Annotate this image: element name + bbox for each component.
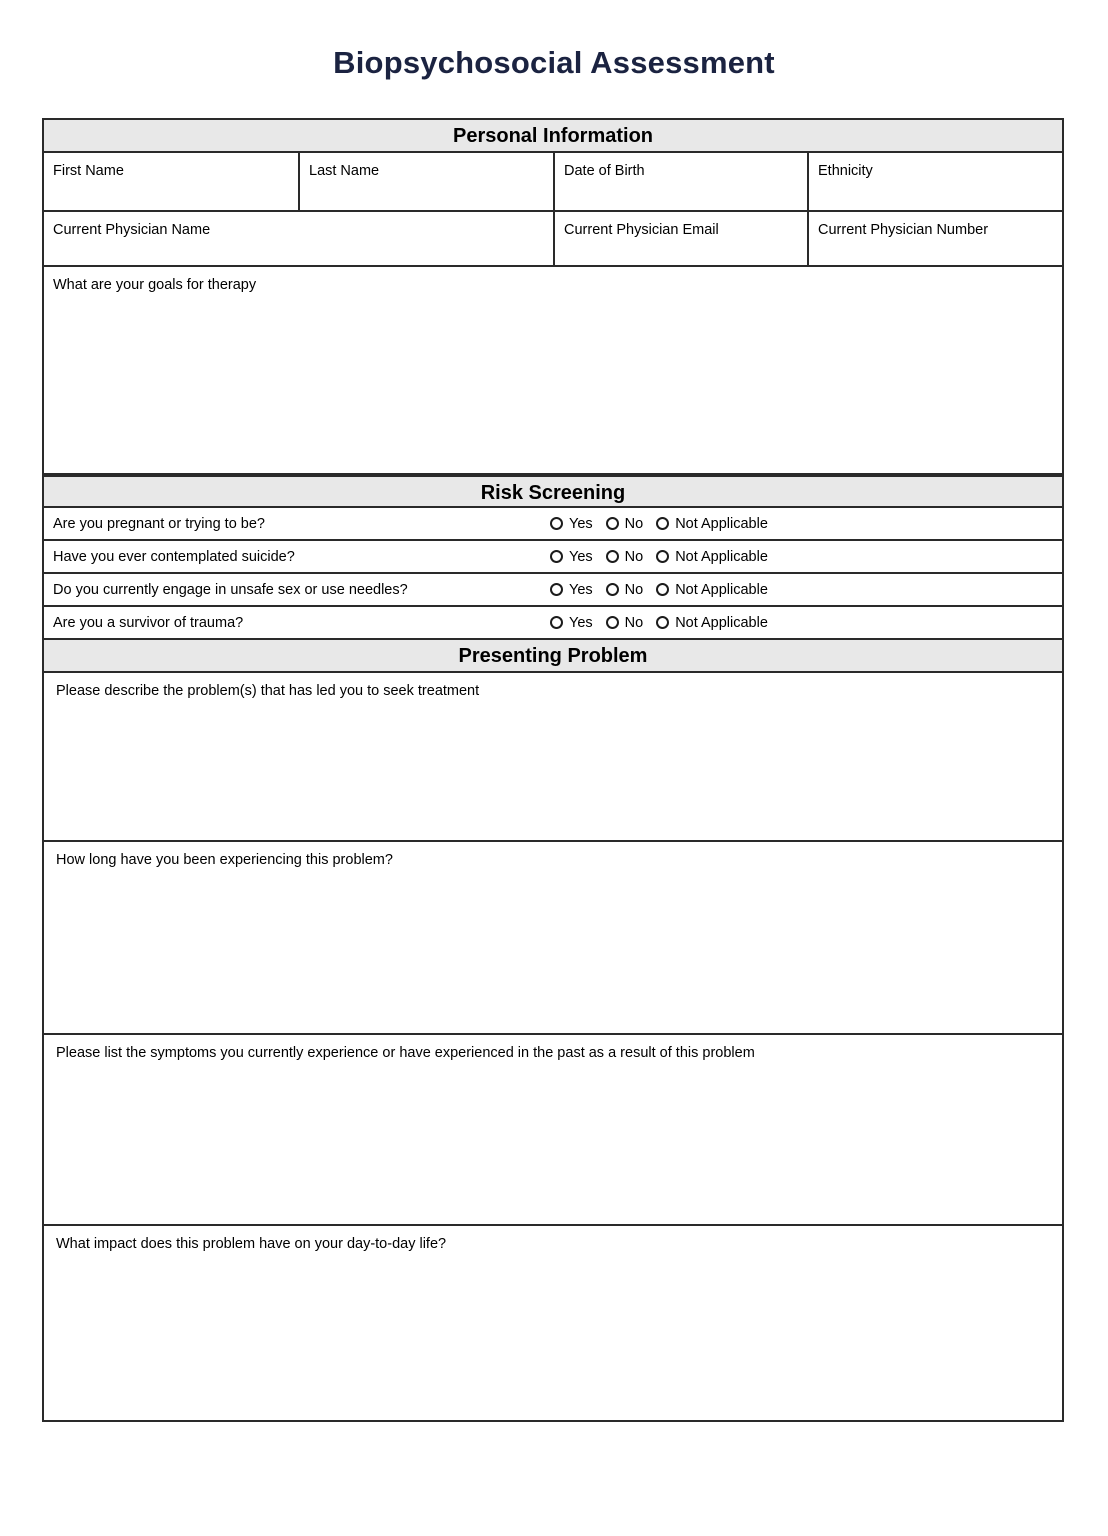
field-label-current-physician-number: Current Physician Number	[818, 222, 989, 238]
radio-label-not-applicable: Not Applicable	[675, 581, 768, 598]
radio-circle-icon[interactable]	[550, 517, 563, 530]
field-label-current-physician-email: Current Physician Email	[564, 222, 719, 238]
field-last-name[interactable]	[300, 153, 555, 210]
radio-circle-icon[interactable]	[606, 583, 619, 596]
radio-label-not-applicable: Not Applicable	[675, 548, 768, 565]
field-label-daily-life-impact: What impact does this problem have on your day-to-day life?	[56, 1236, 447, 1252]
radio-label-no: No	[624, 515, 644, 532]
section-header-personal-information: Personal Information	[44, 120, 1062, 153]
field-symptoms-list[interactable]	[44, 1035, 1062, 1226]
field-label-therapy-goals: What are your goals for therapy	[53, 277, 257, 293]
risk-options-2	[550, 549, 768, 565]
risk-question-label-2: Have you ever contemplated suicide?	[53, 548, 295, 565]
radio-circle-icon[interactable]	[606, 550, 619, 563]
radio-option-yes-1[interactable]	[550, 516, 593, 532]
radio-option-no-4[interactable]	[606, 615, 644, 631]
radio-option-yes-2[interactable]	[550, 549, 593, 565]
field-label-presenting-problem-description: Please describe the problem(s) that has led you to seek treatment	[56, 683, 480, 699]
radio-circle-icon[interactable]	[656, 517, 669, 530]
field-label-ethnicity: Ethnicity	[818, 163, 873, 179]
field-current-physician-name[interactable]	[44, 212, 555, 265]
field-current-physician-number[interactable]	[809, 212, 1062, 265]
radio-circle-icon[interactable]	[550, 550, 563, 563]
risk-options-1	[550, 516, 768, 532]
radio-label-yes: Yes	[569, 581, 593, 598]
radio-option-na-1[interactable]	[656, 516, 768, 532]
risk-question-label-1: Are you pregnant or trying to be?	[53, 515, 265, 532]
radio-label-yes: Yes	[569, 515, 593, 532]
field-presenting-problem-description[interactable]	[44, 673, 1062, 842]
personal-info-row-goals	[44, 267, 1062, 475]
radio-option-na-3[interactable]	[656, 582, 768, 598]
field-current-physician-email[interactable]	[555, 212, 809, 265]
radio-label-not-applicable: Not Applicable	[675, 614, 768, 631]
risk-question-row-4	[44, 607, 1062, 640]
radio-label-no: No	[624, 548, 644, 565]
risk-question-row-2	[44, 541, 1062, 574]
field-date-of-birth[interactable]	[555, 153, 809, 210]
field-label-first-name: First Name	[53, 163, 124, 179]
field-daily-life-impact[interactable]	[44, 1226, 1062, 1420]
field-ethnicity[interactable]	[809, 153, 1062, 210]
section-header-presenting-problem: Presenting Problem	[44, 640, 1062, 673]
field-first-name[interactable]	[44, 153, 300, 210]
radio-option-na-4[interactable]	[656, 615, 768, 631]
field-label-symptoms-list: Please list the symptoms you currently experience or have experienced in the past as a result of this problem	[56, 1045, 755, 1061]
radio-circle-icon[interactable]	[656, 583, 669, 596]
risk-question-row-3	[44, 574, 1062, 607]
radio-label-not-applicable: Not Applicable	[675, 515, 768, 532]
radio-option-no-1[interactable]	[606, 516, 644, 532]
radio-circle-icon[interactable]	[606, 517, 619, 530]
radio-label-no: No	[624, 581, 644, 598]
radio-label-yes: Yes	[569, 548, 593, 565]
risk-question-label-4: Are you a survivor of trauma?	[53, 614, 244, 631]
radio-circle-icon[interactable]	[656, 616, 669, 629]
assessment-form	[42, 118, 1064, 1422]
risk-question-row-1	[44, 508, 1062, 541]
risk-options-4	[550, 615, 768, 631]
field-problem-duration[interactable]	[44, 842, 1062, 1035]
radio-option-na-2[interactable]	[656, 549, 768, 565]
radio-circle-icon[interactable]	[550, 616, 563, 629]
page-title: Biopsychosocial Assessment	[333, 45, 775, 80]
section-header-risk-screening: Risk Screening	[44, 475, 1062, 508]
risk-question-label-3: Do you currently engage in unsafe sex or use needles?	[53, 581, 408, 598]
field-label-current-physician-name: Current Physician Name	[53, 222, 211, 238]
risk-options-3	[550, 582, 768, 598]
radio-option-no-3[interactable]	[606, 582, 644, 598]
field-label-last-name: Last Name	[309, 163, 380, 179]
field-label-date-of-birth: Date of Birth	[564, 163, 645, 179]
radio-circle-icon[interactable]	[550, 583, 563, 596]
radio-label-yes: Yes	[569, 614, 593, 631]
field-label-problem-duration: How long have you been experiencing this problem?	[56, 852, 393, 868]
personal-info-row-1	[44, 153, 1062, 212]
radio-option-yes-4[interactable]	[550, 615, 593, 631]
field-therapy-goals[interactable]	[44, 267, 1062, 473]
radio-circle-icon[interactable]	[606, 616, 619, 629]
radio-label-no: No	[624, 614, 644, 631]
radio-option-no-2[interactable]	[606, 549, 644, 565]
radio-circle-icon[interactable]	[656, 550, 669, 563]
personal-info-row-2	[44, 212, 1062, 267]
radio-option-yes-3[interactable]	[550, 582, 593, 598]
